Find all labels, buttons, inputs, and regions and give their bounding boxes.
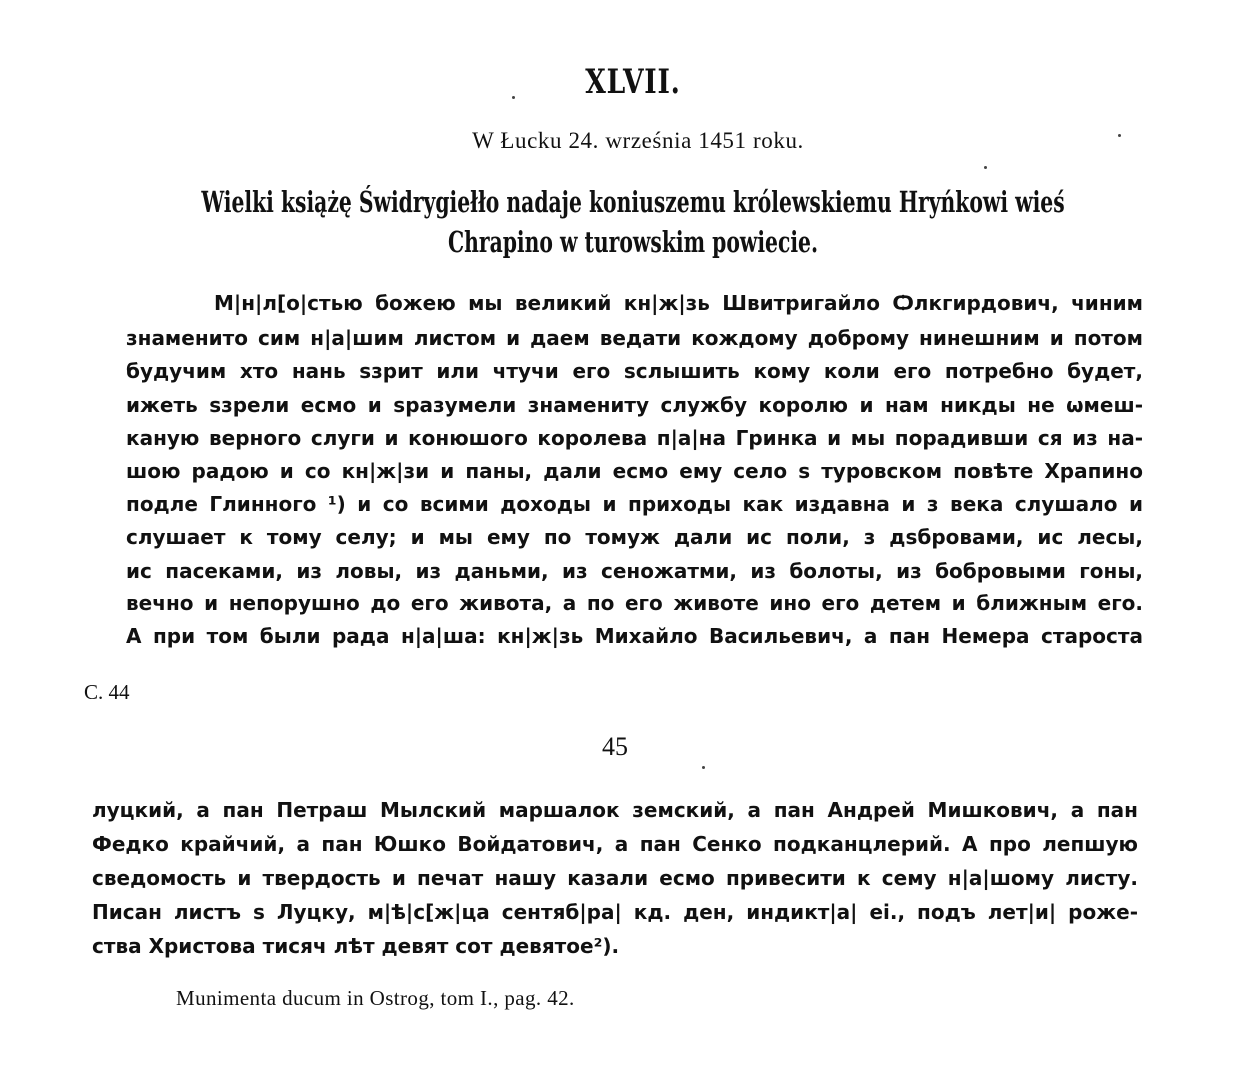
text-line: шою радою и со кн|ж|зи и паны, дали есмо ему село ѕ туровском повѣте Храпино bbox=[126, 459, 1143, 483]
text-line: слушает к тому селу; и мы ему по томуж дали ис поли, з дѕбровами, ис лесы, bbox=[126, 525, 1143, 549]
text-line: Писан листъ ѕ Луцку, м|ѣ|с[ж|ца сентяб|ра| кд. ден, индикт|а| еі., подъ лет|и| роже- bbox=[92, 900, 1138, 924]
title-line-2: Chrapino w turowskim powiecie. bbox=[447, 225, 819, 259]
scan-speck bbox=[984, 166, 987, 169]
text-line: сведомость и твердость и печат нашу казали есмо привесити к сему н|а|шому листу. bbox=[92, 866, 1138, 890]
source-citation: Munimenta ducum in Ostrog, tom I., pag. 42. bbox=[176, 986, 575, 1010]
document-title bbox=[0, 182, 1250, 262]
text-line: будучим хто нань ѕзрит или чтучи его ѕслышить кому коли его потребно будет, bbox=[126, 359, 1143, 383]
text-line: подле Глинного ¹) и со всими доходы и приходы как издавна и з века слушало и bbox=[126, 492, 1143, 516]
text-line: луцкий, а пан Петраш Мылский маршалок земский, а пан Андрей Мишкович, а пан bbox=[92, 798, 1138, 822]
title-line-1: Wielki książę Świdrygiełło nadaje koniuszemu królewskiemu Hryńkowi wieś bbox=[201, 185, 1065, 219]
text-line: вечно и непорушно до его живота, а по его животе ино его детем и ближным его. bbox=[126, 591, 1143, 615]
text-line: А при том были рада н|а|ша: кн|ж|зь Михайло Васильевич, а пан Немера староста bbox=[126, 624, 1143, 648]
text-line: ства Христова тисяч лѣт девят сот девятое²). bbox=[92, 934, 620, 958]
scan-speck bbox=[1118, 134, 1121, 137]
page-number: 45 bbox=[602, 732, 628, 761]
text-line: каную верного слуги и конюшого королева п|а|на Гринка и мы порадивши ся из на- bbox=[126, 426, 1143, 450]
page-marker: C. 44 bbox=[84, 680, 130, 704]
text-line: знаменито сим н|а|шим листом и даем ведати кождому доброму нинешним и потом bbox=[126, 326, 1143, 350]
scan-speck bbox=[702, 766, 705, 769]
text-line: ис пасеками, из ловы, из даньми, из сеножатми, из болоты, из бобровыми гоны, bbox=[126, 559, 1143, 583]
place-date: W Łucku 24. września 1451 roku. bbox=[472, 128, 804, 153]
scan-speck bbox=[512, 96, 515, 99]
text-line: М|н|л[о|стью божею мы великий кн|ж|зь Швитригайло Ѻлкгирдович, чиним bbox=[214, 291, 1143, 315]
text-line: ижеть ѕзрели есмо и ѕразумели знамениту службу королю и нам никды не ѡмеш- bbox=[126, 393, 1143, 417]
document-number: XLVII. bbox=[585, 62, 681, 102]
text-line: Федко крайчий, а пан Юшко Войдатович, а пан Сенко подканцлерий. А про лепшую bbox=[92, 832, 1138, 856]
